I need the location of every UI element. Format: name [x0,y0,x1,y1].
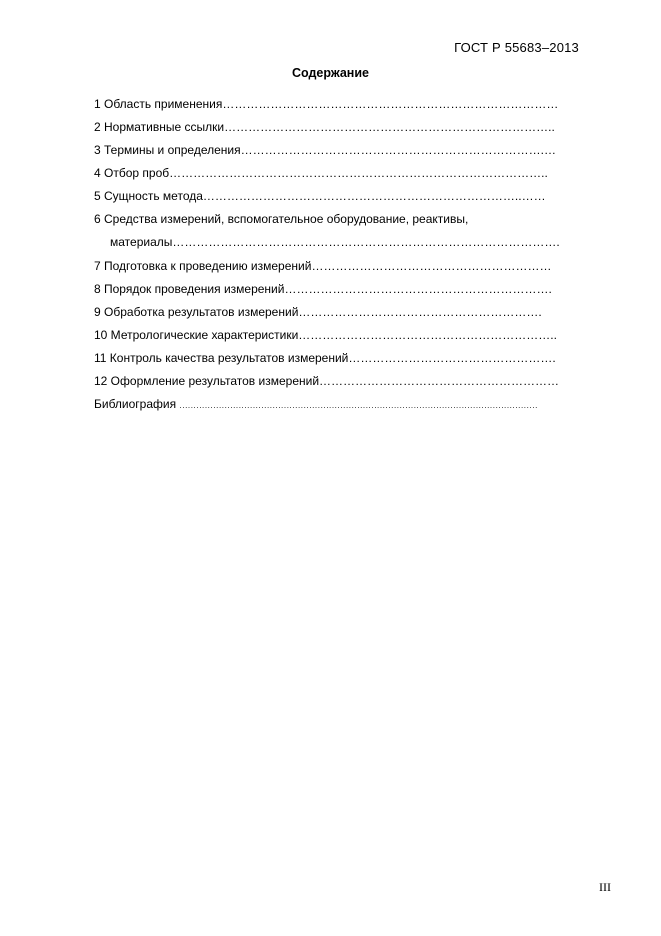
toc-entry-title: 1 Область применения [94,97,223,111]
toc-entry-title: 12 Оформление результатов измерений [94,374,320,388]
toc-entry-5[interactable] [94,186,546,206]
toc-heading: Содержание [291,66,369,80]
toc-entry-10[interactable] [94,325,557,345]
toc-entry-title: Библиография [94,397,177,411]
toc-entry-title: 3 Термины и определения [94,143,241,157]
toc-entry-title: 8 Порядок проведения измерений [94,282,285,296]
toc-entry-2[interactable] [94,117,555,137]
toc-entry-9[interactable] [94,302,542,322]
toc-entry-3[interactable] [94,140,556,160]
toc-entry-title: 9 Обработка результатов измерений [94,305,299,319]
document-number: ГОСТ Р 55683–2013 [454,40,579,55]
toc-entry-7[interactable] [94,256,551,276]
toc-entry-6[interactable] [94,209,468,229]
toc-leader-dots: …………………………………………………………. [284,282,552,296]
toc-leader-dots: ………………………………………………………………………………….. [169,166,548,180]
toc-leader-dots: …………………………………………………… [311,259,552,273]
toc-leader-dots: ……………………………………………. [348,351,556,365]
toc-leader-dots: ……………………………………………………………………..…… [202,189,546,203]
toc-entry-title: 11 Контроль качества результатов измерений [94,351,349,365]
toc-leader-dots: ……………………………………………………….. [298,328,557,342]
toc-entry-11[interactable] [94,348,556,368]
toc-entry-4[interactable] [94,163,548,183]
toc-entry-12[interactable] [94,371,559,391]
toc-entry-title: 4 Отбор проб [94,166,170,180]
toc-entry-bibliography[interactable] [94,394,538,416]
toc-leader-dots: ……………………………………………………………………………………. [172,235,560,249]
toc-entry-title: 6 Средства измерений, вспомогательное оборудование, реактивы, [94,212,469,226]
toc-entry-1[interactable] [94,94,558,114]
toc-entry-6-continuation[interactable] [110,232,560,252]
toc-entry-title: 7 Подготовка к проведению измерений [94,259,312,273]
toc-entry-title: 10 Метрологические характеристики [94,328,299,342]
toc-leader-dots: ……………………………………………………. [298,305,542,319]
toc-leader-dots: ………………………………………………………………………… [222,97,559,111]
toc-entry-8[interactable] [94,279,552,299]
toc-leader-dots: ............................................................................................................................... [179,401,538,410]
toc-entry-title: 2 Нормативные ссылки [94,120,225,134]
toc-leader-dots: …………………………………………………… [319,374,560,388]
toc-entry-title: 5 Сущность метода [94,189,203,203]
toc-entry-title: материалы [110,235,173,249]
toc-leader-dots: ………………………………………………………………….… [240,143,556,157]
toc-leader-dots: ……………………………………………………………………….. [224,120,555,134]
page-number: III [599,880,611,894]
